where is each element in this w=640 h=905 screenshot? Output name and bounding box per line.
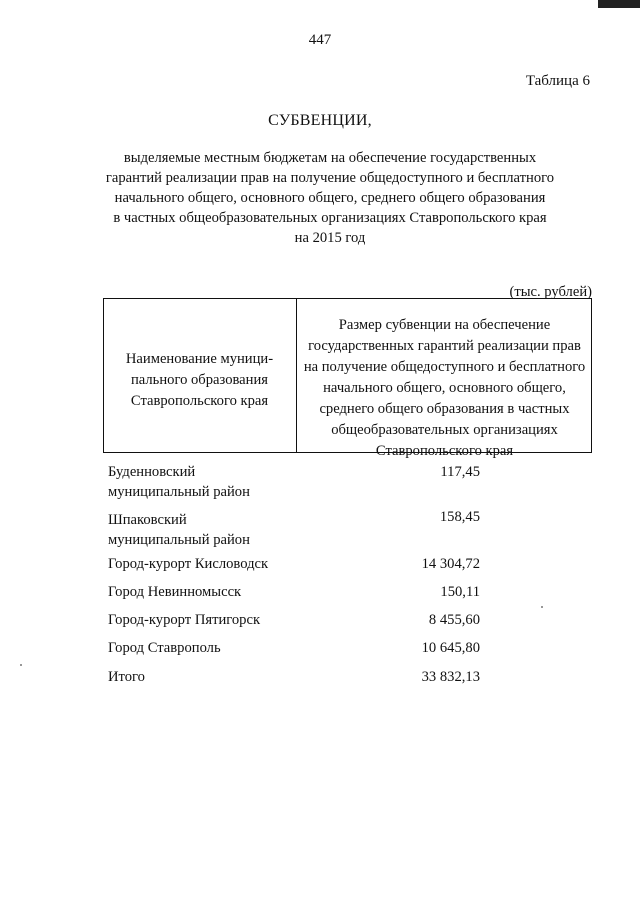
row-name-line: Шпаковский xyxy=(108,512,187,528)
row-name-line: муниципальный район xyxy=(108,484,250,500)
subtitle-line: выделяемые местным бюджетам на обеспечение государственных xyxy=(123,150,537,166)
scan-speck xyxy=(20,664,22,666)
table-row-name xyxy=(108,510,308,550)
units-label: (тыс. рублей) xyxy=(509,284,592,300)
table-row-name xyxy=(108,638,308,658)
subtitle-line: на 2015 год xyxy=(294,230,366,246)
header-line: Наименование муници- xyxy=(125,351,274,367)
table-row-value: 14 304,72 xyxy=(421,556,480,572)
table-row-value: 10 645,80 xyxy=(421,640,480,656)
header-line: начального общего, основного общего, xyxy=(323,380,566,396)
header-line: Размер субвенции на обеспечение xyxy=(338,317,551,333)
table-row-value: 8 455,60 xyxy=(428,612,480,628)
header-line: на получение общедоступного и бесплатного xyxy=(303,359,586,375)
table-row-value: 117,45 xyxy=(440,464,480,480)
row-name-line: Буденновский xyxy=(108,464,196,480)
subtitle-line: гарантий реализации прав на получение общедоступного и бесплатного xyxy=(105,170,555,186)
table-row-name xyxy=(108,610,308,630)
row-name-line: Город Невинномысск xyxy=(108,584,242,600)
document-title: СУБВЕНЦИИ, xyxy=(268,112,372,129)
row-name-line: Итого xyxy=(108,669,145,685)
header-line: общеобразовательных организациях xyxy=(331,422,558,438)
row-name-line: Город-курорт Кисловодск xyxy=(108,556,269,572)
table-row-value: 158,45 xyxy=(439,509,480,525)
table-row-name xyxy=(108,554,308,574)
header-amount-column xyxy=(297,315,592,462)
subtitle-line: в частных общеобразовательных организациях Ставропольского края xyxy=(113,210,547,226)
table-total-value: 33 832,13 xyxy=(421,669,480,685)
header-line: государственных гарантий реализации прав xyxy=(308,338,581,354)
row-name-line: Город Ставрополь xyxy=(108,640,221,656)
row-name-line: муниципальный район xyxy=(108,532,250,548)
header-line: пального образования xyxy=(130,372,268,388)
scan-speck xyxy=(541,606,543,608)
header-municipality-column xyxy=(104,349,295,412)
header-line: Ставропольского края xyxy=(130,393,269,409)
table-total-name xyxy=(108,667,308,687)
table-row-value: 150,11 xyxy=(440,584,480,600)
scan-edge-mark xyxy=(598,0,640,8)
header-line: среднего общего образования в частных xyxy=(319,401,570,417)
page-number: 447 xyxy=(308,32,332,48)
document-subtitle xyxy=(100,148,560,248)
subtitle-line: начального общего, основного общего, среднего общего образования xyxy=(114,190,546,206)
row-name-line: Город-курорт Пятигорск xyxy=(108,612,261,628)
table-row-name xyxy=(108,462,308,502)
header-line: Ставропольского края xyxy=(375,443,514,459)
table-label: Таблица 6 xyxy=(525,73,590,89)
table-row-name xyxy=(108,582,308,602)
